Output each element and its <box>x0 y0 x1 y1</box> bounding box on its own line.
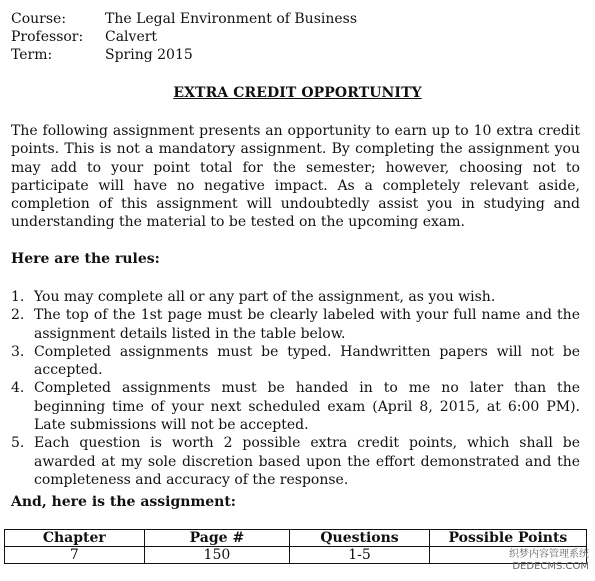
page-title: EXTRA CREDIT OPPORTUNITY <box>173 85 422 101</box>
table-header-cell: Questions <box>290 530 430 547</box>
list-item-number: 1. <box>11 289 25 305</box>
list-item-text: You may complete all or any part of the assignment, as you wish. <box>34 289 496 305</box>
rules-list <box>11 288 580 489</box>
course-value: The Legal Environment of Business <box>105 11 358 27</box>
watermark-line: 织梦内容管理系统 <box>509 549 589 560</box>
table-header-cell: Page # <box>144 530 290 547</box>
list-item-text: The top of the 1st page must be clearly labeled with your full name and the assignment details listed in the table below. <box>34 307 580 342</box>
list-item-number: 2. <box>11 307 25 324</box>
list-item-text: Each question is worth 2 possible extra credit points, which shall be awarded at my sole discretion based upon the effort demonstrated and the completeness and accuracy of the response. <box>34 435 580 488</box>
term-row <box>11 46 357 64</box>
professor-row <box>11 28 357 46</box>
course-info <box>11 10 357 64</box>
list-item <box>11 343 580 380</box>
list-item <box>11 434 580 489</box>
table-header-cell: Chapter <box>5 530 145 547</box>
intro-paragraph: The following assignment presents an opportunity to earn up to 10 extra credit points. This is not a mandatory assignment. By completing the assignment you may add to your point total for the semester; however, choosing not to participate will have no negative impact. As a completely relevant aside, completion of this assignment will undoubtedly assist you in studying and understanding the material to be tested on the upcoming exam. <box>11 123 580 231</box>
professor-value: Calvert <box>105 29 158 45</box>
table-cell: 150 <box>144 547 290 564</box>
list-item <box>11 379 580 434</box>
watermark <box>509 549 589 573</box>
table-header-cell: Possible Points <box>429 530 586 547</box>
list-item-number: 3. <box>11 343 25 360</box>
watermark-line: DEDECMS.COM <box>512 561 589 572</box>
professor-label: Professor: <box>11 29 84 45</box>
list-item-number: 5. <box>11 435 25 452</box>
list-item <box>11 288 580 306</box>
term-label: Term: <box>11 47 53 63</box>
term-value: Spring 2015 <box>105 47 193 63</box>
list-item <box>11 306 580 343</box>
rules-heading: Here are the rules: <box>11 251 160 267</box>
table-cell: 1-5 <box>290 547 430 564</box>
table-row <box>5 547 587 564</box>
table-cell: 7 <box>5 547 145 564</box>
course-label: Course: <box>11 11 67 27</box>
course-row <box>11 10 357 28</box>
list-item-text: Completed assignments must be typed. Handwritten papers will not be accepted. <box>34 343 580 379</box>
table-header-row <box>5 530 587 547</box>
list-item-text: Completed assignments must be handed in to me no later than the beginning time of your next scheduled exam (April 8, 2015, at 6:00 PM). Late submissions will not be accepted. <box>34 380 580 434</box>
assignment-table <box>4 529 587 564</box>
list-item-number: 4. <box>11 380 25 397</box>
assignment-heading: And, here is the assignment: <box>11 494 236 510</box>
